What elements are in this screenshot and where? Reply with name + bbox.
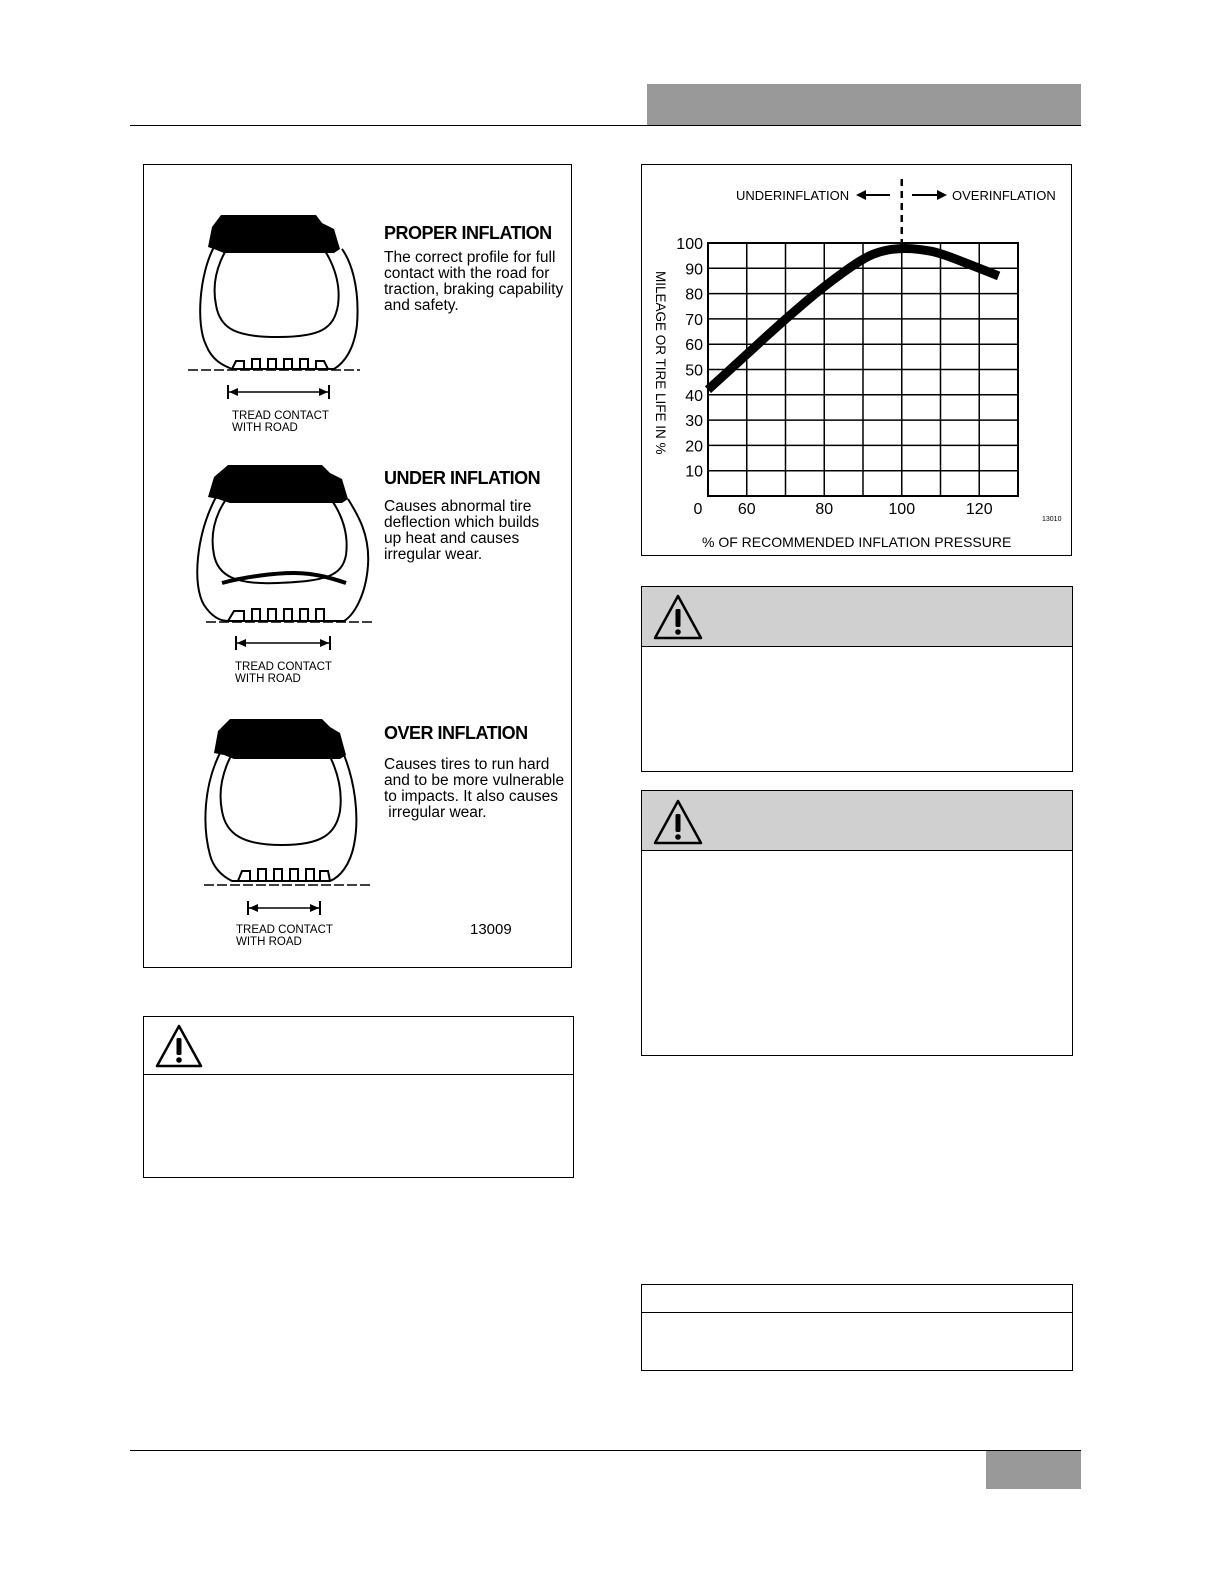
panel-title: PROPER INFLATION: [384, 223, 552, 243]
panel-desc-line: Causes abnormal tire: [384, 498, 532, 515]
panel-desc-line: The correct profile for full: [384, 249, 556, 266]
x-tick-label: 120: [965, 501, 993, 518]
y-tick-label: 100: [676, 236, 703, 253]
proper-inflation-tire-icon: [188, 215, 360, 399]
warning-triangle-icon: [652, 798, 704, 846]
warning-box: [641, 790, 1073, 1056]
warning-box-header: [642, 791, 1072, 851]
note-box-header: [642, 1285, 1072, 1313]
figure-number: 13009: [470, 921, 512, 938]
warning-box-header: [144, 1017, 573, 1075]
panel-title: OVER INFLATION: [384, 723, 528, 743]
y-tick-label: 50: [685, 362, 703, 380]
x-tick-label: 80: [815, 501, 834, 518]
under-inflation-tire-icon: [197, 465, 374, 650]
panel-desc-line: irregular wear.: [384, 546, 483, 563]
y-tick-label: 40: [685, 387, 703, 405]
header-rule: [130, 125, 1081, 126]
tire-inflation-figure: [143, 164, 572, 968]
panel-desc-line: irregular wear.: [384, 804, 487, 821]
y-tick-label: 20: [685, 438, 703, 456]
warning-box: [143, 1016, 574, 1178]
panel-desc-line: Causes tires to run hard: [384, 756, 550, 773]
x-axis-label: % OF RECOMMENDED INFLATION PRESSURE: [702, 534, 1012, 550]
arrow-right-icon: [912, 190, 947, 200]
tread-label-line: WITH ROAD: [235, 673, 301, 685]
y-tick-label: 90: [685, 261, 703, 279]
tread-label-line: TREAD CONTACT: [236, 924, 333, 936]
panel-desc-line: and safety.: [384, 297, 459, 314]
overinflation-label: OVERINFLATION: [952, 188, 1056, 203]
panel-title: UNDER INFLATION: [384, 468, 541, 488]
panel-desc-line: up heat and causes: [384, 530, 520, 547]
x-tick-label: 0: [693, 501, 703, 518]
panel-desc-line: contact with the road for: [384, 265, 550, 282]
tread-label-line: TREAD CONTACT: [235, 661, 332, 673]
x-tick-label: 60: [737, 501, 756, 518]
note-box: [641, 1284, 1073, 1371]
footer-rule: [130, 1450, 1081, 1451]
panel-desc-line: deflection which builds: [384, 514, 540, 531]
y-tick-label: 10: [685, 463, 703, 481]
tread-label-line: WITH ROAD: [232, 422, 298, 434]
y-tick-label: 70: [685, 311, 703, 329]
tire-inflation-diagram: [144, 165, 573, 969]
x-axis-ticks: [694, 501, 993, 518]
panel-desc-line: to impacts. It also causes: [384, 788, 559, 805]
over-inflation-tire-icon: [204, 719, 370, 915]
tire-life-chart-figure: [641, 164, 1072, 556]
y-axis-label: MILEAGE OR TIRE LIFE IN %: [653, 271, 668, 455]
warning-triangle-icon: [154, 1023, 204, 1069]
underinflation-label: UNDERINFLATION: [736, 188, 850, 203]
y-tick-label: 30: [685, 413, 703, 431]
arrow-left-icon: [856, 190, 890, 200]
warning-box-header: [642, 587, 1072, 647]
footer-tab: [986, 1451, 1081, 1489]
figure-number: 13010: [1042, 516, 1062, 523]
x-tick-label: 100: [888, 501, 916, 518]
panel-desc-line: and to be more vulnerable: [384, 772, 565, 789]
tire-life-chart: [642, 165, 1073, 557]
y-axis-ticks: [676, 236, 703, 481]
tread-label-line: TREAD CONTACT: [232, 410, 329, 422]
tread-label-line: WITH ROAD: [236, 936, 302, 948]
panel-desc-line: traction, braking capability: [384, 281, 564, 298]
warning-box: [641, 586, 1073, 772]
y-tick-label: 60: [685, 337, 703, 355]
header-tab: [647, 84, 1081, 126]
chart-grid: [708, 243, 1018, 496]
y-tick-label: 80: [685, 286, 703, 304]
warning-triangle-icon: [652, 593, 704, 641]
